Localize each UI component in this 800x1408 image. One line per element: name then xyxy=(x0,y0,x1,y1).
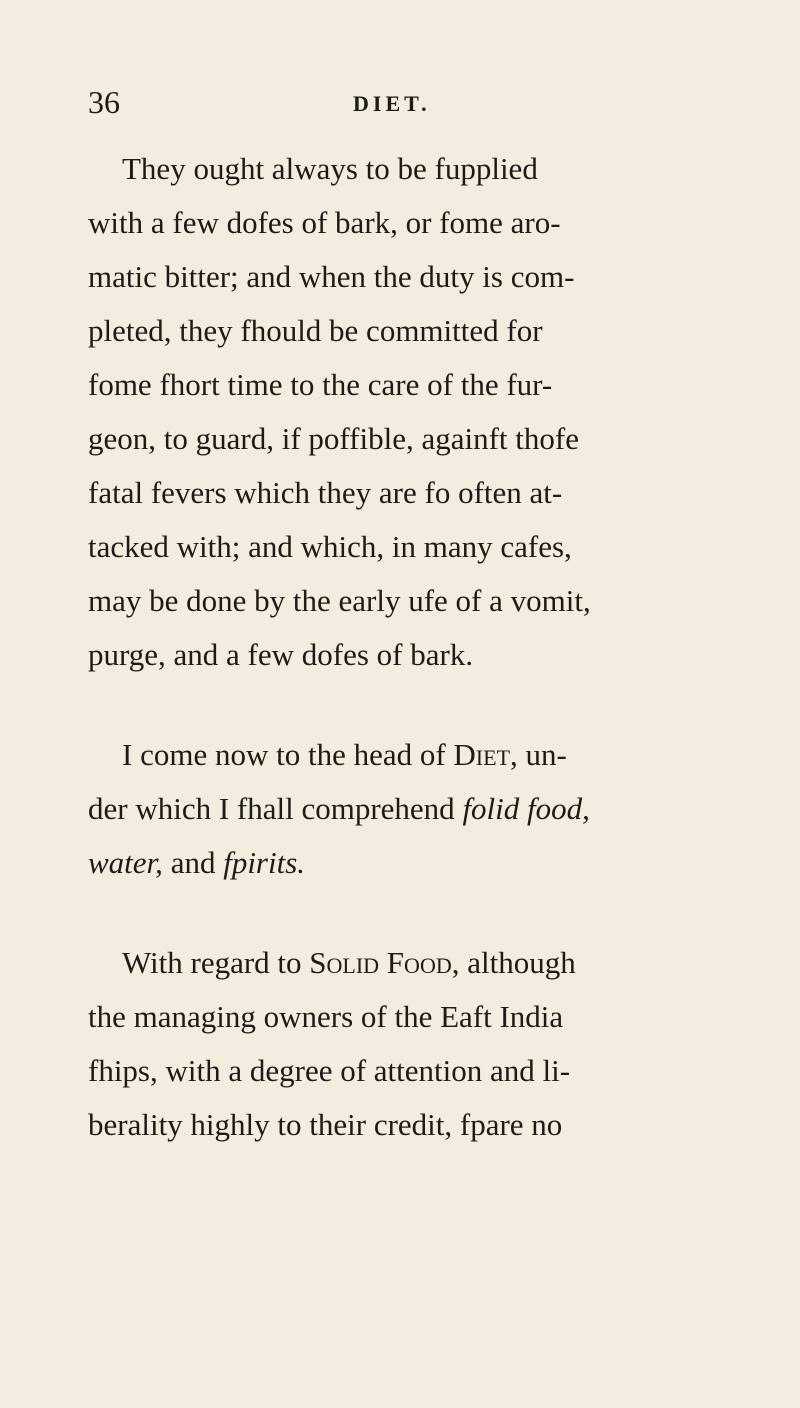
text-line: fhips, with a degree of attention and li- xyxy=(88,1053,571,1088)
text-line: may be done by the early ufe of a vomit, xyxy=(88,583,591,618)
text-run: , although xyxy=(451,945,576,980)
page-number: 36 xyxy=(88,84,120,120)
paragraph-gap xyxy=(88,682,716,728)
text-run: der which I fhall comprehend xyxy=(88,791,463,826)
text-line: fatal fevers which they are fo often at- xyxy=(88,475,563,510)
text-line: with a few dofes of bark, or fome aro- xyxy=(88,205,561,240)
body-text xyxy=(88,142,716,1152)
text-line: berality highly to their credit, fpare no xyxy=(88,1107,563,1142)
paragraph-2 xyxy=(88,728,716,890)
text-line: the managing owners of the Eaft India xyxy=(88,999,564,1034)
text-line xyxy=(88,782,716,836)
text-line: They ought always to be fupplied xyxy=(122,151,538,186)
text-line: purge, and a few dofes of bark. xyxy=(88,637,474,672)
paragraph-gap xyxy=(88,890,716,936)
text-line xyxy=(88,728,716,782)
text-line xyxy=(88,836,716,890)
text-line: pleted, they fhould be committed for xyxy=(88,313,543,348)
text-run: I come now to the head of xyxy=(122,737,454,772)
small-caps-heading: Diet xyxy=(453,737,511,772)
italic-term: water, xyxy=(88,845,163,880)
italic-term: fpirits. xyxy=(223,845,306,880)
text-line: fome fhort time to the care of the fur- xyxy=(88,367,553,402)
text-run: , un- xyxy=(510,737,567,772)
text-line: geon, to guard, if poffible, againft thofe xyxy=(88,421,579,456)
paragraph-3 xyxy=(88,936,716,1152)
text-run: and xyxy=(162,845,224,880)
paragraph-1 xyxy=(88,142,716,682)
text-line: matic bitter; and when the duty is com- xyxy=(88,259,575,294)
italic-term: folid food, xyxy=(462,791,590,826)
running-head xyxy=(88,82,712,122)
running-title: DIET. xyxy=(353,91,431,116)
text-run: With regard to xyxy=(122,945,310,980)
text-line xyxy=(88,936,716,990)
text-line: tacked with; and which, in many cafes, xyxy=(88,529,572,564)
small-caps-heading: Solid Food xyxy=(309,945,452,980)
